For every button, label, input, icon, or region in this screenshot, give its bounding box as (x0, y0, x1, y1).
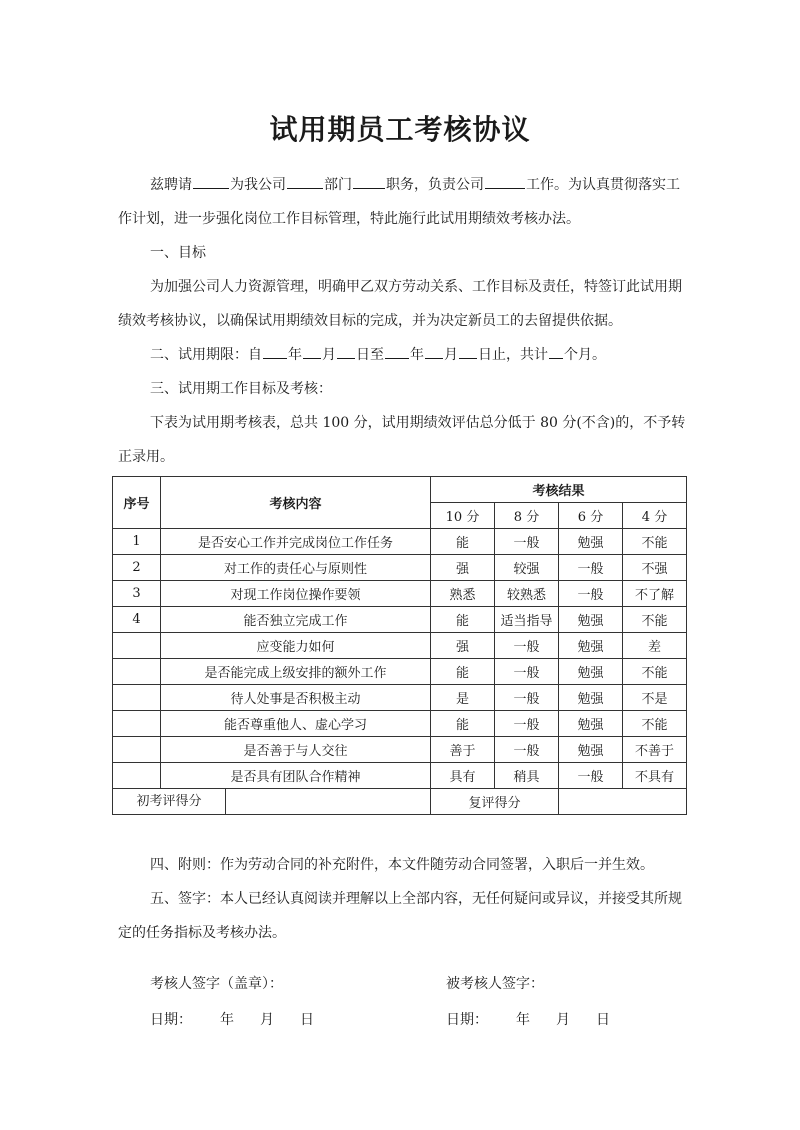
date-day: 日 (300, 1012, 314, 1028)
department-blank[interactable] (287, 174, 323, 189)
start-day-blank[interactable] (337, 344, 355, 359)
row-content: 应变能力如何 (161, 633, 431, 659)
row-c4: 不了解 (623, 581, 687, 607)
row-c3: 一般 (559, 555, 623, 581)
row-c2: 一般 (495, 633, 559, 659)
row-c3: 一般 (559, 763, 623, 789)
row-c1: 是 (431, 685, 495, 711)
start-year-blank[interactable] (263, 344, 287, 359)
initial-score-label: 初考评得分 (113, 789, 226, 814)
row-c3: 勉强 (559, 607, 623, 633)
row-no: 1 (113, 529, 161, 555)
section4-text: 四、附则：作为劳动合同的补充附件，本文件随劳动合同签署，入职后一并生效。 (150, 857, 654, 873)
row-c1: 能 (431, 659, 495, 685)
header-no: 序号 (113, 477, 161, 529)
section2-trial-period (118, 338, 688, 372)
intro-text-1: 兹聘请 (150, 177, 192, 193)
section1-heading: 一、目标 (150, 245, 206, 261)
row-c4: 不能 (623, 529, 687, 555)
row-c3: 勉强 (559, 685, 623, 711)
row-c4: 不能 (623, 659, 687, 685)
initial-score-cell (113, 789, 431, 815)
row-c2: 较熟悉 (495, 581, 559, 607)
table-row (113, 581, 687, 607)
assessee-date (446, 1010, 610, 1030)
review-score-label: 复评得分 (431, 789, 559, 815)
row-c4: 不能 (623, 711, 687, 737)
row-c3: 勉强 (559, 711, 623, 737)
row-no (113, 763, 161, 789)
row-c4: 不具有 (623, 763, 687, 789)
row-c3: 一般 (559, 581, 623, 607)
end-year-label: 年 (410, 347, 424, 363)
header-result: 考核结果 (431, 477, 687, 503)
row-content: 是否安心工作并完成岗位工作任务 (161, 529, 431, 555)
score-6-header: 6 分 (559, 503, 623, 529)
position-blank[interactable] (353, 174, 385, 189)
table-row (113, 633, 687, 659)
row-c3: 勉强 (559, 659, 623, 685)
row-no (113, 737, 161, 763)
start-month-label: 月 (322, 347, 336, 363)
intro-text-5: 工作。为认真贯彻落实工作计划，进一步强化岗位工作目标管理，特此施行此试用期绩效考核办法。 (118, 177, 680, 227)
intro-text-3: 部门 (324, 177, 352, 193)
row-content: 待人处事是否积极主动 (161, 685, 431, 711)
row-content: 能否尊重他人、虚心学习 (161, 711, 431, 737)
row-c2: 一般 (495, 685, 559, 711)
row-c4: 不强 (623, 555, 687, 581)
row-no (113, 659, 161, 685)
table-row (113, 685, 687, 711)
trial-from: 二、试用期限：自 (150, 347, 262, 363)
assessee-signature-label: 被考核人签字： (446, 976, 544, 992)
row-c1: 熟悉 (431, 581, 495, 607)
end-year-blank[interactable] (385, 344, 409, 359)
review-score-input[interactable] (559, 789, 687, 815)
table-row (113, 659, 687, 685)
row-no (113, 711, 161, 737)
score-10-header: 10 分 (431, 503, 495, 529)
row-content: 对现工作岗位操作要领 (161, 581, 431, 607)
date-year: 年 (516, 1012, 530, 1028)
section1-text: 为加强公司人力资源管理，明确甲乙双方劳动关系、工作目标及责任，特签订此试用期绩效考核协议，以确保试用期绩效目标的完成，并为决定新员工的去留提供依据。 (118, 279, 682, 329)
row-content: 是否具有团队合作精神 (161, 763, 431, 789)
section5-text: 五、签字：本人已经认真阅读并理解以上全部内容，无任何疑问或异议，并接受其所规定的任务指标及考核办法。 (118, 891, 682, 941)
table-row (113, 737, 687, 763)
months-blank[interactable] (549, 344, 563, 359)
row-c2: 稍具 (495, 763, 559, 789)
date-month: 月 (260, 1012, 274, 1028)
row-c1: 具有 (431, 763, 495, 789)
row-c3: 勉强 (559, 633, 623, 659)
date-month: 月 (556, 1012, 570, 1028)
row-content: 对工作的责任心与原则性 (161, 555, 431, 581)
row-c4: 不是 (623, 685, 687, 711)
row-c2: 一般 (495, 711, 559, 737)
row-c2: 适当指导 (495, 607, 559, 633)
table-row (113, 555, 687, 581)
months-label: 个月。 (564, 347, 606, 363)
date-label: 日期： (446, 1012, 488, 1028)
end-day-label: 日止，共计 (478, 347, 548, 363)
row-c1: 强 (431, 555, 495, 581)
section3-heading: 三、试用期工作目标及考核： (150, 381, 332, 397)
start-month-blank[interactable] (303, 344, 321, 359)
end-day-blank[interactable] (459, 344, 477, 359)
evaluation-table (112, 476, 687, 815)
row-content: 是否能完成上级安排的额外工作 (161, 659, 431, 685)
row-c1: 能 (431, 711, 495, 737)
start-year-label: 年 (288, 347, 302, 363)
row-c1: 强 (431, 633, 495, 659)
row-c2: 一般 (495, 529, 559, 555)
row-content: 是否善于与人交往 (161, 737, 431, 763)
start-day-label: 日至 (356, 347, 384, 363)
intro-paragraph (118, 168, 688, 236)
date-day: 日 (596, 1012, 610, 1028)
work-blank[interactable] (485, 174, 525, 189)
end-month-label: 月 (444, 347, 458, 363)
table-row (113, 529, 687, 555)
table-row (113, 607, 687, 633)
row-content: 能否独立完成工作 (161, 607, 431, 633)
row-c2: 一般 (495, 659, 559, 685)
score-row (113, 789, 687, 815)
end-month-blank[interactable] (425, 344, 443, 359)
name-blank[interactable] (193, 174, 229, 189)
section3-text: 下表为试用期考核表，总共 100 分，试用期绩效评估总分低于 80 分(不含)的，不予转正录用。 (118, 415, 686, 465)
row-c3: 勉强 (559, 529, 623, 555)
row-no: 3 (113, 581, 161, 607)
table-row (113, 763, 687, 789)
date-year: 年 (220, 1012, 234, 1028)
assessor-date (150, 1010, 314, 1030)
document-title: 试用期员工考核协议 (269, 113, 531, 146)
date-label: 日期： (150, 1012, 192, 1028)
row-c4: 不能 (623, 607, 687, 633)
row-no (113, 685, 161, 711)
intro-text-2: 为我公司 (230, 177, 286, 193)
row-no: 4 (113, 607, 161, 633)
header-content: 考核内容 (161, 477, 431, 529)
row-c4: 差 (623, 633, 687, 659)
row-c4: 不善于 (623, 737, 687, 763)
intro-text-4: 职务，负责公司 (386, 177, 484, 193)
row-c1: 能 (431, 607, 495, 633)
row-c1: 善于 (431, 737, 495, 763)
row-c3: 勉强 (559, 737, 623, 763)
row-c1: 能 (431, 529, 495, 555)
assessor-signature-label: 考核人签字（盖章）： (150, 976, 283, 992)
score-8-header: 8 分 (495, 503, 559, 529)
table-row (113, 711, 687, 737)
score-4-header: 4 分 (623, 503, 687, 529)
row-c2: 较强 (495, 555, 559, 581)
row-c2: 一般 (495, 737, 559, 763)
initial-score-input[interactable] (226, 789, 430, 814)
row-no: 2 (113, 555, 161, 581)
row-no (113, 633, 161, 659)
